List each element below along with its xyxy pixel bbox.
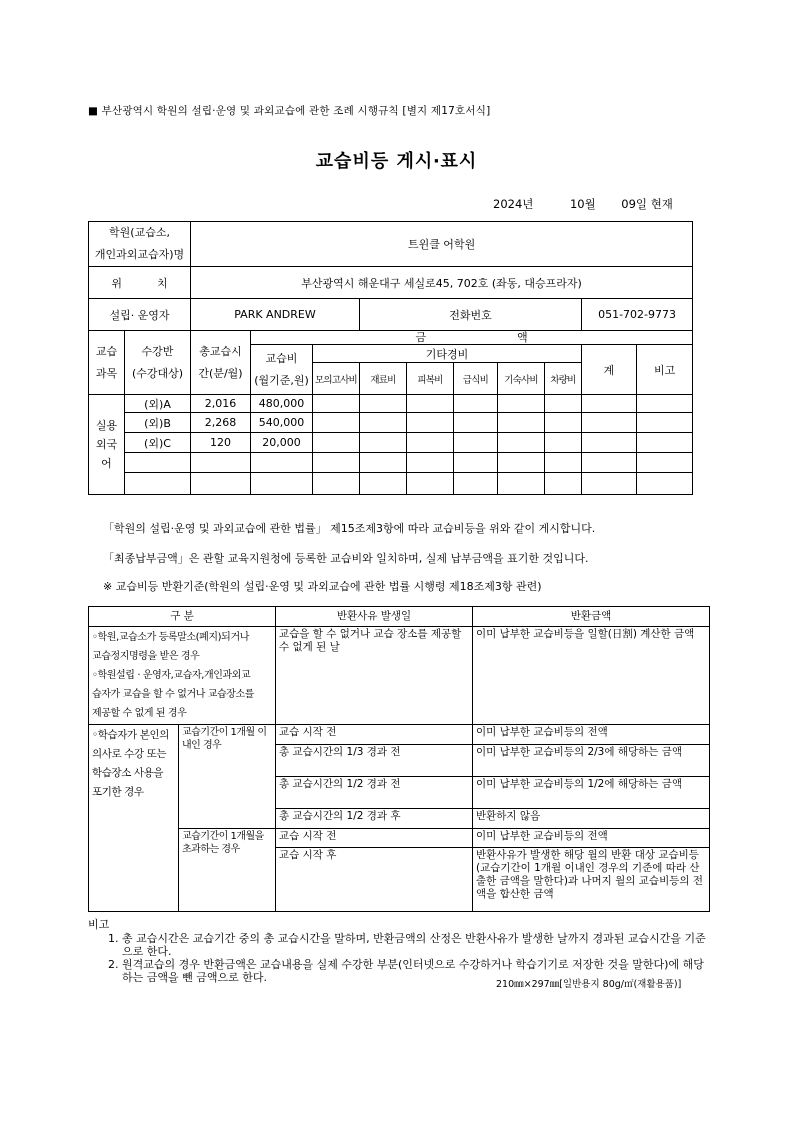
tuition-cell: 480,000 xyxy=(251,395,313,413)
hours-header: 총교습시 간(분/월) xyxy=(191,331,251,395)
remark-header: 비고 xyxy=(637,345,693,395)
tuition-cell: 20,000 xyxy=(251,433,313,453)
refund-reason: 총 교습시간의 1/3 경과 전 xyxy=(276,745,473,777)
operator-label: 설립‧ 운영자 xyxy=(89,299,191,331)
student-withdrawal-case: ◦학습자가 본인의 의사로 수강 또는 학습장소 사용을 포기한 경우 xyxy=(89,725,179,912)
refund-amount: 이미 납부한 교습비등의 전액 xyxy=(473,829,710,848)
refund-table xyxy=(88,606,710,912)
hours-cell: 120 xyxy=(191,433,251,453)
over-month-case: 교습기간이 1개월을 초과하는 경우 xyxy=(179,829,276,912)
form-reference: ■ 부산광역시 학원의 설립‧운영 및 과외교습에 관한 조례 시행규칙 [별지 제17호서식] xyxy=(88,105,491,117)
mock-exam-fee-header: 모의고사비 xyxy=(313,363,360,395)
posting-notice: 「학원의 설립‧운영 및 과외교습에 관한 법률」 제15조제3항에 따라 교습비등을 위와 같이 게시합니다. xyxy=(103,522,596,535)
refund-amount: 이미 납부한 교습비등의 2/3에 해당하는 금액 xyxy=(473,745,710,777)
date-day: 09일 현재 xyxy=(621,197,673,211)
refund-criteria-heading: ※ 교습비등 반환기준(학원의 설립‧운영 및 과외교습에 관한 법률 시행령 제18조제3항 관련) xyxy=(103,580,542,593)
class-header: 수강반 (수강대상) xyxy=(125,331,191,395)
posting-date xyxy=(493,196,673,212)
academy-name-value: 트윈클 어학원 xyxy=(191,222,693,267)
remark-item: 1. 총 교습시간은 교습기간 중의 총 교습시간을 말하며, 반환금액의 산정은 반환사유가 발생한 날까지 경과된 교습시간을 기준으로 한다. xyxy=(108,932,706,958)
phone-label: 전화번호 xyxy=(360,299,582,331)
class-cell: (외)B xyxy=(125,413,191,433)
refund-amount: 이미 납부한 교습비등의 전액 xyxy=(473,725,710,745)
refund-reason: 교습 시작 전 xyxy=(276,725,473,745)
within-month-case: 교습기간이 1개월 이내인 경우 xyxy=(179,725,276,829)
refund-amount: 이미 납부한 교습비등의 1/2에 해당하는 금액 xyxy=(473,777,710,809)
page-title: 교습비등 게시‧표시 xyxy=(315,151,478,172)
hours-cell: 2,016 xyxy=(191,395,251,413)
remarks xyxy=(88,916,710,984)
refund-amount: 반환하지 않음 xyxy=(473,809,710,829)
subject-value: 실용 외국 어 xyxy=(89,395,125,495)
operator-value: PARK ANDREW xyxy=(191,299,360,331)
class-cell: (외)A xyxy=(125,395,191,413)
refund-reason: 교습 시작 전 xyxy=(276,829,473,848)
subject-header: 교습 과목 xyxy=(89,331,125,395)
refund-amount: 반환사유가 발생한 해당 월의 반환 대상 교습비등(교습기간이 1개월 이내인 경우의 기준에 따라 산출한 금액을 말한다)과 나머지 월의 교습비등의 전액을 합산한 금액 xyxy=(473,848,710,912)
category-header: 구 분 xyxy=(89,607,276,627)
refund-amount-header: 반환금액 xyxy=(473,607,710,627)
phone-value: 051-702-9773 xyxy=(582,299,693,331)
academy-name-label: 학원(교습소, 개인과외교습자)명 xyxy=(89,222,191,267)
location-label: 위 치 xyxy=(89,267,191,299)
class-cell: (외)C xyxy=(125,433,191,453)
tuition-header: 교습비 (월기준,원) xyxy=(251,345,313,395)
location-value: 부산광역시 해운대구 세실로45, 702호 (좌동, 대승프라자) xyxy=(191,267,693,299)
tuition-cell: 540,000 xyxy=(251,413,313,433)
total-header: 계 xyxy=(582,345,637,395)
dormitory-fee-header: 기숙사비 xyxy=(498,363,545,395)
other-expenses-header: 기타경비 xyxy=(313,345,582,363)
refund-reason: 교습 시작 후 xyxy=(276,848,473,912)
closure-amount: 이미 납부한 교습비등을 일할(日割) 계산한 금액 xyxy=(473,627,710,725)
amount-header: 금 액 xyxy=(251,331,693,345)
remarks-title: 비고 xyxy=(88,918,110,931)
date-month: 10월 xyxy=(569,197,596,211)
date-year: 2024년 xyxy=(493,197,534,211)
uniform-fee-header: 피복비 xyxy=(407,363,454,395)
material-fee-header: 재료비 xyxy=(360,363,407,395)
vehicle-fee-header: 차량비 xyxy=(545,363,582,395)
remark-item: 2. 원격교습의 경우 반환금액은 교습내용을 실제 수강한 부분(인터넷으로 수강하거나 학습기기로 저장한 것을 말한다)에 해당하는 금액을 뺀 금액으로 한다. xyxy=(108,958,704,984)
closure-reason: 교습을 할 수 없거나 교습 장소를 제공할 수 없게 된 날 xyxy=(276,627,473,725)
final-amount-notice: 「최종납부금액」은 관할 교육지원청에 등록한 교습비와 일치하며, 실제 납부금액을 표기한 것입니다. xyxy=(103,552,589,565)
fee-table xyxy=(88,221,693,495)
reason-date-header: 반환사유 발생일 xyxy=(276,607,473,627)
refund-reason: 총 교습시간의 1/2 경과 전 xyxy=(276,777,473,809)
hours-cell: 2,268 xyxy=(191,413,251,433)
paper-spec: 210㎜×297㎜[일반용지 80g/㎡(재활용품)] xyxy=(496,979,682,990)
meal-fee-header: 급식비 xyxy=(454,363,498,395)
refund-reason: 총 교습시간의 1/2 경과 후 xyxy=(276,809,473,829)
closure-case: ◦학원,교습소가 등록말소(폐지)되거나 교습정지명령을 받은 경우 ◦학원설립 · 운영자,교습자,개인과외교 습자가 교습을 할 수 없거나 교습장소를 제공할 수 없게 된 경우 xyxy=(89,627,276,725)
